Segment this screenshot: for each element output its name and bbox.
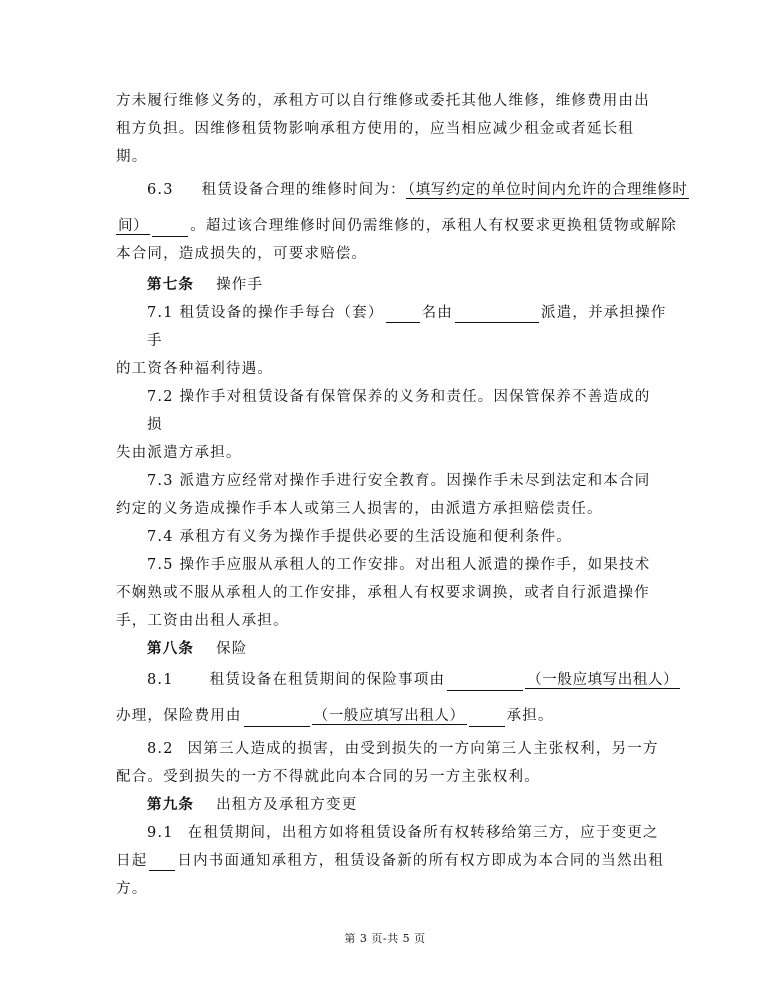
text: 方。 <box>116 881 148 897</box>
blank-line <box>469 709 505 727</box>
text: 7.1 租赁设备的操作手每台（套） <box>147 305 384 321</box>
article-number: 第八条 <box>147 640 195 657</box>
article-9-heading <box>147 795 357 815</box>
paragraph-line <box>116 851 664 871</box>
paragraph-line <box>116 244 367 264</box>
text: 7.4 承租方有义务为操作手提供必要的生活设施和便利条件。 <box>147 529 572 545</box>
clause-8-1 <box>147 670 680 691</box>
article-title: 保险 <box>216 641 248 657</box>
paragraph-line <box>147 331 163 351</box>
blank-line <box>455 305 539 323</box>
clause-6-3 <box>147 180 689 200</box>
paragraph-line <box>116 583 650 603</box>
text: 租方负担。因维修租赁物影响承租方使用的，应当相应减少租金或者延长租 <box>116 121 635 137</box>
text: 手 <box>147 333 163 349</box>
paragraph-line <box>116 91 650 111</box>
fill-in-field: （一般应填写出租人） <box>527 672 679 688</box>
paragraph-line <box>116 706 554 727</box>
paragraph-line <box>116 767 540 787</box>
text: 日起 <box>116 853 148 869</box>
blank-line <box>386 305 420 323</box>
text: 本合同，造成损失的，可要求赔偿。 <box>116 246 368 262</box>
clause-8-2 <box>147 739 659 759</box>
clause-number: 8.1 <box>147 672 174 688</box>
clause-number: 8.2 <box>147 741 174 757</box>
blank-line <box>149 853 175 871</box>
text: 名由 <box>421 305 453 321</box>
blank-line <box>152 219 188 237</box>
article-title: 操作手 <box>216 277 264 293</box>
clause-7-2 <box>147 387 650 407</box>
paragraph-line <box>116 443 242 463</box>
page-footer: 第 3 页-共 5 页 <box>344 932 426 945</box>
text: 在租赁期间，出租方如将租赁设备所有权转移给第三方，应于变更之 <box>187 825 659 841</box>
blank-line <box>244 709 310 727</box>
text: 因第三人造成的损害，由受到损失的一方向第三人主张权利，另一方 <box>187 741 659 757</box>
paragraph-line <box>116 359 273 379</box>
text: 租赁设备在租赁期间的保险事项由 <box>209 672 446 688</box>
paragraph-line <box>116 499 603 519</box>
paragraph-line <box>147 415 163 435</box>
article-8-heading <box>147 639 248 659</box>
article-title: 出租方及承租方变更 <box>216 797 358 813</box>
text: 7.5 操作手应服从承租人的工作安排。对出租人派遣的操作手，如果技术 <box>147 557 651 573</box>
fill-in-field: （一般应填写出租人） <box>313 708 465 724</box>
text: 承担。 <box>506 708 554 724</box>
text: 。超过该合理维修时间仍需维修的，承租人有权要求更换租赁物或解除 <box>190 218 677 234</box>
clause-9-1 <box>147 823 659 843</box>
text: 期。 <box>116 149 148 165</box>
paragraph-line <box>116 879 147 899</box>
paragraph-line <box>116 611 289 631</box>
text: 租赁设备合理的维修时间为： <box>201 182 406 198</box>
clause-7-5 <box>147 555 650 575</box>
clause-number: 6.3 <box>147 182 174 198</box>
article-number: 第九条 <box>147 796 195 813</box>
text: 失由派遣方承担。 <box>116 445 242 461</box>
fill-in-field: （填写约定的单位时间内允许的合理维修时 <box>407 182 688 198</box>
clause-7-4 <box>147 527 572 547</box>
article-7-heading <box>147 275 263 295</box>
clause-7-1 <box>147 303 667 323</box>
clause-number: 9.1 <box>147 825 174 841</box>
text: 7.3 派遣方应经常对操作手进行安全教育。因操作手未尽到法定和本合同 <box>147 473 651 489</box>
paragraph-line <box>116 147 147 167</box>
text: 不娴熟或不服从承租人的工作安排，承租人有权要求调换，或者自行派遣操作 <box>116 585 650 601</box>
text: 日内书面通知承租方，租赁设备新的所有权方即成为本合同的当然出租 <box>177 853 665 869</box>
clause-7-3 <box>147 471 650 491</box>
text: 办理，保险费用由 <box>116 708 242 724</box>
blank-line <box>447 673 523 691</box>
text: 手，工资由出租人承担。 <box>116 613 289 629</box>
text: 配合。受到损失的一方不得就此向本合同的另一方主张权利。 <box>116 769 540 785</box>
article-number: 第七条 <box>147 276 195 293</box>
text: 方未履行维修义务的，承租方可以自行维修或委托其他人维修，维修费用由出 <box>116 93 650 109</box>
text: 派遣，并承担操作 <box>540 305 667 321</box>
paragraph-line <box>116 119 634 139</box>
text: 7.2 操作手对租赁设备有保管保养的义务和责任。因保管保养不善造成的 <box>147 389 651 405</box>
text: 损 <box>147 417 163 433</box>
fill-in-field: 间） <box>118 218 149 234</box>
paragraph-line <box>116 216 677 237</box>
text: 约定的义务造成操作手本人或第三人损害的，由派遣方承担赔偿责任。 <box>116 501 603 517</box>
text: 的工资各种福利待遇。 <box>116 361 273 377</box>
